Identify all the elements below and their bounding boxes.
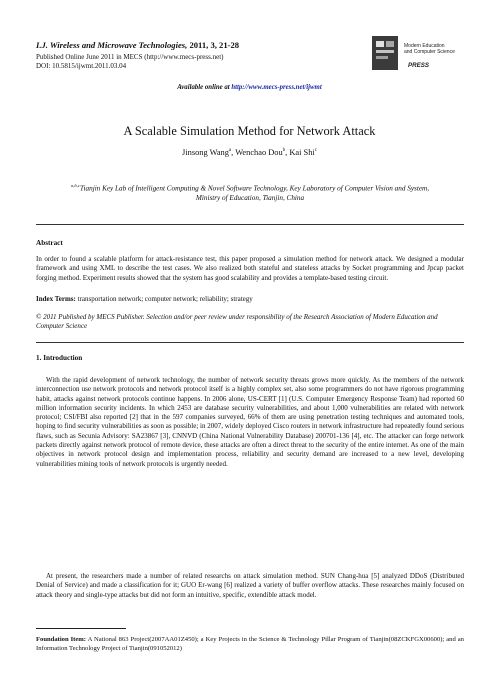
section-heading: 1. Introduction (36, 354, 83, 362)
logo-text: Modern Education and Computer Science (404, 43, 455, 55)
footnote-label: Foundation Item: (36, 636, 86, 643)
body-paragraph: At present, the researchers made a number of related researchs on attack simulation method. SUN Chang-hua [5] analyzed DDoS (Distributed Denial of Service) and made a classification for it; GUO Er-wang [6] realized a variety of buffer overflow attacks. These researches mainly focused on attack theory and single-type attacks but did not form an intuitive, specific, extendible attack model. (36, 572, 464, 599)
abstract-heading: Abstract (36, 239, 63, 247)
doi-line: DOI: 10.5815/ijwmt.2011.03.04 (36, 62, 127, 70)
index-terms: Index Terms: transportation network; computer network; reliability; strategy (36, 295, 253, 303)
logo-mark-icon (372, 36, 398, 70)
copyright-notice: © 2011 Published by MECS Publisher. Selection and/or peer review under responsibility of the Research Association of Modern Education and Computer Science (36, 313, 438, 331)
journal-volume: 2011, 3, 21-28 (189, 40, 240, 50)
published-line: Published Online June 2011 in MECS (http://www.mecs-press.net) (36, 53, 224, 61)
available-online: Available online at http://www.mecs-press.net/ijwmt (177, 84, 322, 91)
divider (36, 342, 464, 343)
author: Kai Shi (289, 148, 315, 157)
publisher-logo (372, 36, 455, 72)
footnote: Foundation Item: A National 863 Project(2007AA01Z450); a Key Projects in the Science & Technology Pillar Program of Tianjin(08ZCKFGX00600); and an Information Technology Project of Tianjin(091052012) (36, 636, 464, 653)
journal-link[interactable]: http://www.mecs-press.net/ijwmt (231, 84, 322, 91)
journal-header (36, 40, 239, 50)
journal-name: I.J. Wireless and Microwave Technologies, (36, 40, 188, 50)
divider (36, 224, 464, 225)
abstract-text: In order to found a scalable platform for attack-resistance test, this paper proposed a simulation method for network attack. We designed a modular framework and using XML to describe the test cases. We also realized both stateful and stateless attacks by Socket programming and Jpcap packet forging method. Experiment results showed that the system has good scalability and provides a template-based testing circuit. (36, 255, 464, 282)
paper-title: A Scalable Simulation Method for Network Attack (123, 124, 376, 138)
logo-press: PRESS (408, 62, 429, 69)
author-list: Jinsong Wang$^a$, Wenchao Dou$^b$, Kai Shi$^c$ (182, 148, 317, 157)
affiliation: $^{a,b,c}$Tianjin Key Lab of Intelligent Computing & Novel Software Technology, Key Laboratory of Computer Vision and System, Ministry of Education, Tianjin, China (70, 183, 430, 203)
author: Wenchao Dou (235, 148, 283, 157)
footnote-rule (36, 628, 126, 629)
author: Jinsong Wang (182, 148, 229, 157)
body-paragraph: With the rapid development of network technology, the number of network security threats grows more quickly. As the members of the network interconnection use network protocols and network protocol itself is a highly complex set, also some programmers do not have rigorous programming habit, attacks against network protocols continue happens. In 2006 alone, US-CERT [1] (U.S. Computer Emergency Response Team) had reported 60 million information security incidents. In which 2453 are database security vulnerabilities, and about 1,000 vulnerabilities are related with network protocol; CSI/FBI also reported [2] that in the 597 companies surveyed, 66% of them are using penetration testing techniques and automated tools, hoping to find security vulnerabilities as soon as possible; in 2007, widely deployed Cisco routers in network infrastructure had repeatedly found serious flaws, such as Secunia Advisory: SA23867 [3], CNNVD (China National Vulnerability Database) 200701-136 [4], etc. The attacker can forge network packets directly against network protocol of remote device, these attacks are often a direct threat to the security of the entire internet. As one of the main objectives in network protocol design and implementation process, reliability and security demand are increased to a new level, developing vulnerabilities mining tools of network protocols is urgently needed. (36, 376, 464, 468)
index-terms-label: Index Terms: (36, 295, 76, 303)
